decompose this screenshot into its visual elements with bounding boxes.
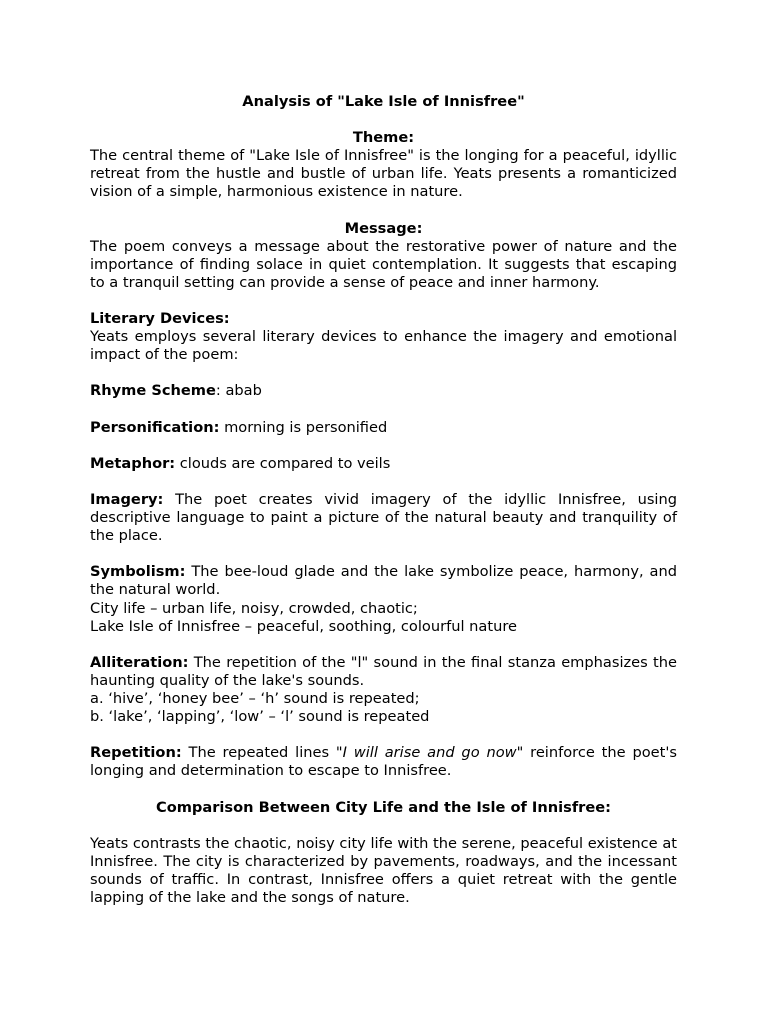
- message-heading: Message:: [344, 219, 423, 237]
- imagery-item: [90, 491, 677, 545]
- rhyme-scheme-label: Rhyme Scheme: [90, 382, 216, 400]
- symbolism-city-line: City life – urban life, noisy, crowded, chaotic;: [90, 599, 418, 617]
- repetition-pre: The repeated lines ": [181, 744, 343, 762]
- alliteration-line-a: a. ‘hive’, ‘honey bee’ – ‘h’ sound is repeated;: [90, 690, 420, 707]
- personification-label: Personification:: [90, 418, 220, 436]
- alliteration-item: [90, 654, 677, 690]
- alliteration-label: Alliteration:: [90, 653, 189, 671]
- message-paragraph: The poem conveys a message about the restorative power of nature and the importance of finding solace in quiet contemplation. It suggests that escaping to a tranquil setting can provide a sense of peace and inner harmony.: [90, 237, 677, 291]
- repetition-post: " reinforce the poet's longing and determination to escape to Innisfree.: [90, 744, 677, 780]
- document-page: [90, 93, 677, 907]
- alliteration-line-b: b. ‘lake’, ‘lapping’, ‘low’ – ‘l’ sound is repeated: [90, 708, 430, 726]
- repetition-quote: I will arise and go now: [342, 744, 517, 762]
- rhyme-scheme-text: : abab: [215, 382, 262, 400]
- symbolism-text: The bee-loud glade and the lake symbolize peace, harmony, and the natural world.: [90, 563, 677, 599]
- alliteration-text: The repetition of the "l" sound in the final stanza emphasizes the haunting quality of the lake's sounds.: [90, 653, 677, 689]
- metaphor-label: Metaphor:: [90, 454, 176, 472]
- metaphor-item: [90, 455, 677, 473]
- personification-item: [90, 419, 677, 437]
- repetition-item: [90, 744, 677, 780]
- imagery-label: Imagery:: [90, 490, 164, 508]
- theme-paragraph: The central theme of "Lake Isle of Innisfree" is the longing for a peaceful, idyllic retreat from the hustle and bustle of urban life. Yeats presents a romanticized vision of a simple, harmonious existence in nature.: [90, 147, 677, 201]
- imagery-text: The poet creates vivid imagery of the idyllic Innisfree, using descriptive language to paint a picture of the natural beauty and tranquility of the place.: [90, 490, 677, 545]
- personification-text: morning is personified: [219, 418, 388, 436]
- symbolism-item: [90, 563, 677, 599]
- symbolism-label: Symbolism:: [90, 563, 186, 581]
- symbolism-innisfree-line: Lake Isle of Innisfree – peaceful, soothing, colourful nature: [90, 617, 517, 635]
- metaphor-text: clouds are compared to veils: [175, 454, 391, 472]
- literary-devices-intro: Yeats employs several literary devices to enhance the imagery and emotional impact of the poem:: [90, 328, 677, 364]
- literary-devices-heading: Literary Devices:: [90, 310, 230, 328]
- repetition-label: Repetition:: [90, 744, 182, 762]
- comparison-heading: Comparison Between City Life and the Isle of Innisfree:: [155, 798, 611, 816]
- theme-heading: Theme:: [352, 129, 415, 147]
- document-title: Analysis of "Lake Isle of Innisfree": [242, 93, 525, 110]
- rhyme-scheme-item: [90, 382, 677, 400]
- comparison-paragraph: Yeats contrasts the chaotic, noisy city life with the serene, peaceful existence at Innisfree. The city is characterized by pavements, roadways, and the incessant sounds of traffic. In contrast, Innisfree offers a quiet retreat with the gentle lapping of the lake and the songs of nature.: [90, 834, 677, 907]
